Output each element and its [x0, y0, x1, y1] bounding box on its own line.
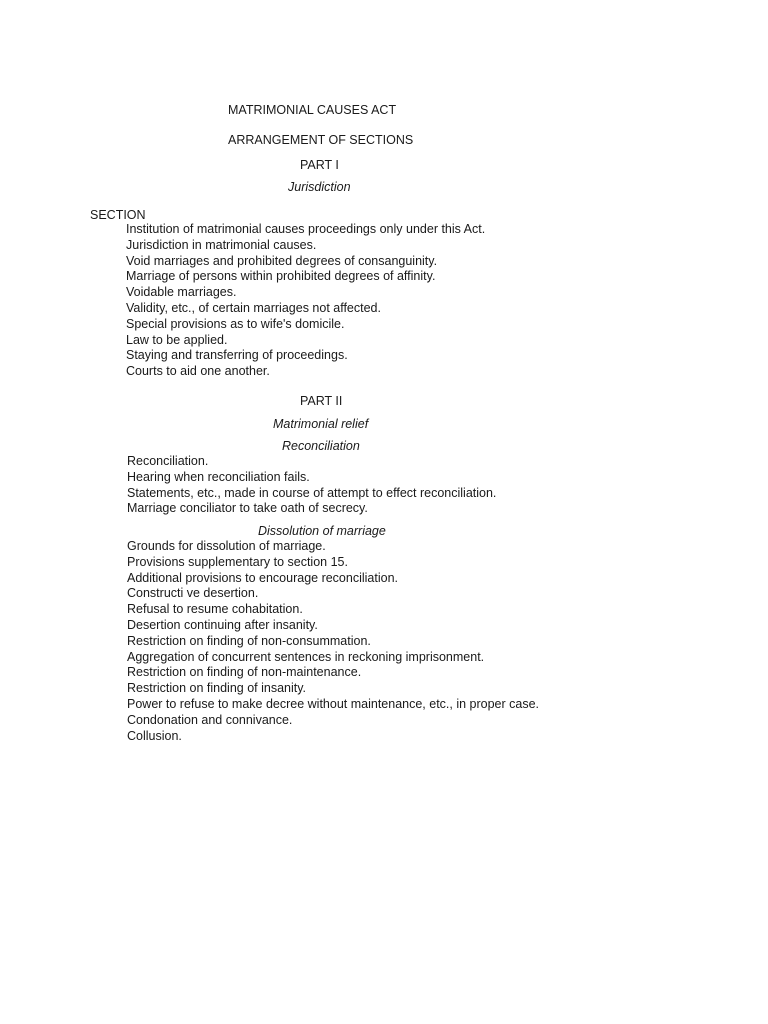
section-entry: Institution of matrimonial causes proceedings only under this Act.: [126, 222, 486, 236]
section-entry: Marriage conciliator to take oath of secrecy.: [127, 501, 368, 516]
reconciliation-section-list: [127, 454, 496, 517]
section-label: SECTION: [90, 208, 146, 222]
section-entry: Voidable marriages.: [126, 285, 237, 300]
section-entry: Courts to aid one another.: [126, 364, 270, 379]
section-entry: Restriction on finding of non-maintenance.: [127, 665, 362, 680]
section-entry: Collusion.: [127, 728, 182, 743]
section-entry: Refusal to resume cohabitation.: [127, 602, 303, 617]
section-entry: Grounds for dissolution of marriage.: [127, 539, 326, 553]
section-entry: Constructi ve desertion.: [127, 586, 259, 601]
section-entry: Aggregation of concurrent sentences in reckoning imprisonment.: [127, 649, 485, 664]
section-entry: Restriction on finding of insanity.: [127, 681, 307, 696]
section-entry: Reconciliation.: [127, 454, 209, 468]
section-entry: Condonation and connivance.: [127, 712, 293, 727]
section-entry: Desertion continuing after insanity.: [127, 617, 318, 632]
section-entry: Power to refuse to make decree without maintenance, etc., in proper case.: [127, 696, 540, 711]
part-2-subheading: Matrimonial relief: [273, 417, 369, 431]
section-entry: Statements, etc., made in course of attempt to effect reconciliation.: [127, 485, 497, 500]
dissolution-section-list: [127, 539, 539, 744]
dissolution-heading: Dissolution of marriage: [258, 524, 386, 538]
section-entry: Provisions supplementary to section 15.: [127, 554, 348, 569]
section-entry: Marriage of persons within prohibited degrees of affinity.: [126, 269, 436, 284]
section-entry: Law to be applied.: [126, 332, 228, 347]
section-entry: Restriction on finding of non-consummation.: [127, 633, 371, 648]
part-1-heading: PART I: [300, 158, 339, 172]
section-entry: Additional provisions to encourage reconciliation.: [127, 570, 398, 585]
part-1-section-list: [126, 222, 485, 380]
section-entry: Hearing when reconciliation fails.: [127, 469, 310, 484]
document-title: MATRIMONIAL CAUSES ACT: [228, 103, 397, 117]
reconciliation-heading: Reconciliation: [282, 439, 360, 453]
part-2-heading: PART II: [300, 394, 343, 408]
section-entry: Validity, etc., of certain marriages not affected.: [126, 300, 381, 315]
document-subtitle: ARRANGEMENT OF SECTIONS: [228, 133, 414, 147]
section-entry: Void marriages and prohibited degrees of consanguinity.: [126, 253, 438, 268]
part-1-subheading: Jurisdiction: [288, 180, 351, 194]
section-entry: Special provisions as to wife's domicile.: [126, 316, 345, 331]
section-entry: Jurisdiction in matrimonial causes.: [126, 237, 317, 252]
section-entry: Staying and transferring of proceedings.: [126, 348, 348, 363]
